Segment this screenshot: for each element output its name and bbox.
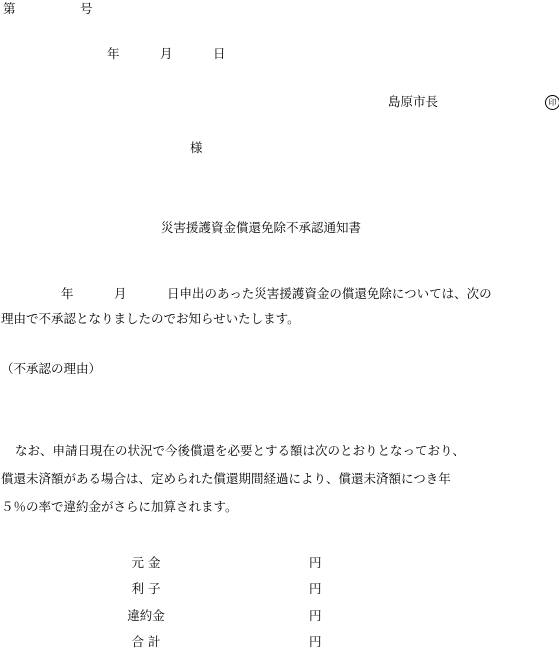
amount-unit-total: 円 [309, 634, 322, 649]
amount-unit-principal: 円 [309, 555, 322, 570]
addressee-honorific: 様 [190, 140, 203, 155]
date-day-label: 日 [213, 46, 226, 61]
date-month-label: 月 [160, 46, 173, 61]
seal-mark: 印 [545, 95, 559, 110]
amount-label-penalty: 違約金 [127, 608, 165, 623]
note-line-1: なお、申請日現在の状況で今後償還を必要とする額は次のとおりとなっており、 [15, 443, 466, 458]
amount-label-interest: 利 子 [131, 581, 161, 596]
body-year-label: 年 [61, 286, 74, 301]
body-line-2: 理由で不承認となりましたのでお知らせいたします。 [1, 311, 300, 326]
body-month-label: 月 [114, 286, 127, 301]
amount-label-total: 合 計 [131, 634, 161, 649]
document-title: 災害援護資金償還免除不承認通知書 [161, 220, 362, 235]
note-line-2: 償還未済額がある場合は、定められた償還期間経過により、償還未済額につき年 [1, 471, 451, 486]
amount-label-principal: 元 金 [131, 555, 161, 570]
date-year-label: 年 [107, 46, 120, 61]
amount-unit-interest: 円 [309, 581, 322, 596]
sender-name: 島原市長 [388, 94, 439, 109]
number-prefix: 第 [3, 1, 16, 16]
number-suffix: 号 [80, 1, 93, 16]
reason-heading: （不承認の理由） [1, 361, 102, 376]
note-line-3: ５％の率で違約金がさらに加算されます。 [1, 499, 238, 514]
amount-unit-penalty: 円 [309, 608, 322, 623]
body-line-1: 日申出のあった災害援護資金の償還免除については、次の [167, 286, 492, 301]
